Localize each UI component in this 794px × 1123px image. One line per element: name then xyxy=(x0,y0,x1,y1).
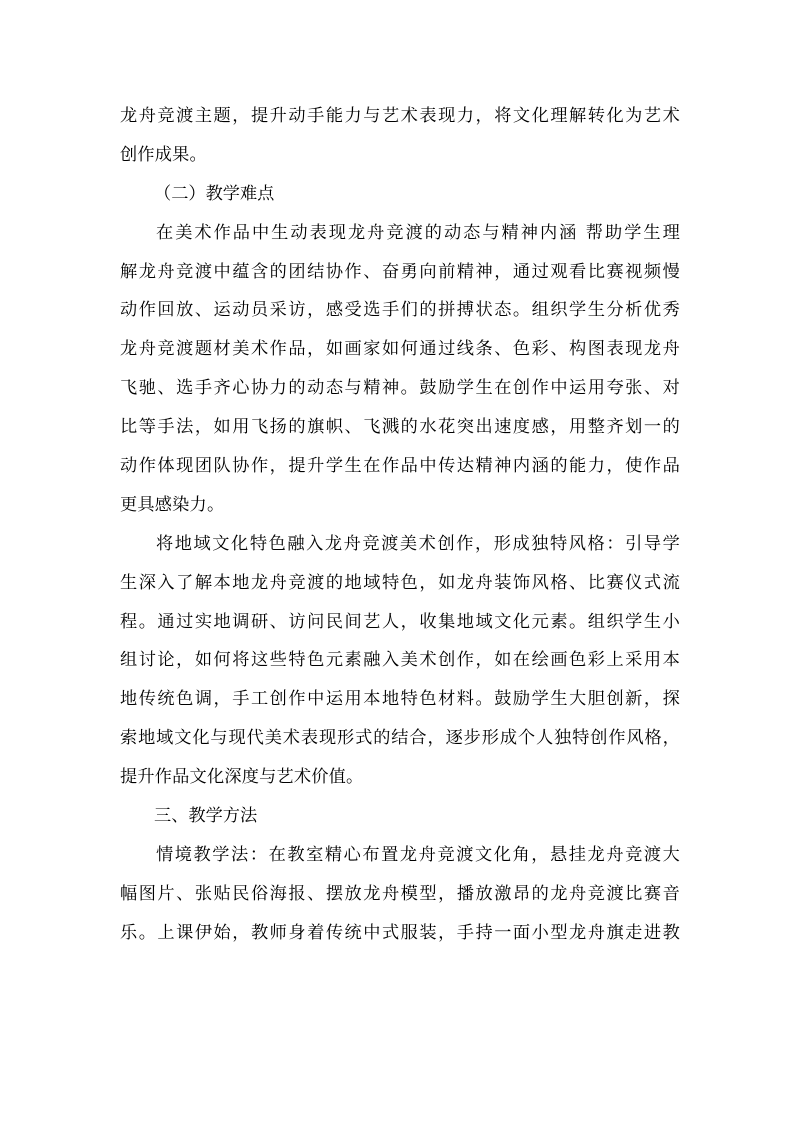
text-line: 生深入了解本地龙舟竞渡的地域特色，如龙舟装饰风格、比赛仪式流 xyxy=(120,572,680,593)
text-line: 在美术作品中生动表现龙舟竞渡的动态与精神内涵 帮助学生理 xyxy=(156,222,680,243)
section-heading-difficulty: （二）教学难点 xyxy=(154,183,275,204)
text-line: 动作回放、运动员采访，感受选手们的拼搏状态。组织学生分析优秀 xyxy=(120,300,680,321)
text-line: 组讨论，如何将这些特色元素融入美术创作，如在绘画色彩上采用本 xyxy=(120,650,680,671)
text-line: 程。通过实地调研、访问民间艺人，收集地域文化元素。组织学生小 xyxy=(120,611,680,632)
paragraph-difficulty-2 xyxy=(120,525,680,797)
text-line: 地传统色调，手工创作中运用本地特色材料。鼓励学生大胆创新，探 xyxy=(120,689,680,710)
section-heading-methods: 三、教学方法 xyxy=(154,806,258,827)
text-line: 动作体现团队协作，提升学生在作品中传达精神内涵的能力，使作品 xyxy=(120,456,680,477)
text-line: 索地域文化与现代美术表现形式的结合，逐步形成个人独特创作风格， xyxy=(120,728,680,749)
text-line: 解龙舟竞渡中蕴含的团结协作、奋勇向前精神，通过观看比赛视频慢 xyxy=(120,261,680,282)
text-line: 乐。上课伊始，教师身着传统中式服装，手持一面小型龙舟旗走进教 xyxy=(120,922,680,943)
paragraph-methods xyxy=(120,836,680,953)
text-line: 比等手法，如用飞扬的旗帜、飞溅的水花突出速度感，用整齐划一的 xyxy=(120,417,680,438)
text-line: 创作成果。 xyxy=(120,144,207,165)
text-line: 龙舟竞渡题材美术作品，如画家如何通过线条、色彩、构图表现龙舟 xyxy=(120,339,680,360)
text-line: 更具感染力。 xyxy=(120,494,225,515)
text-line: 幅图片、张贴民俗海报、摆放龙舟模型，播放激昂的龙舟竞渡比赛音 xyxy=(120,883,680,904)
text-line: 情境教学法：在教室精心布置龙舟竞渡文化角，悬挂龙舟竞渡大 xyxy=(156,844,680,865)
document-body xyxy=(120,97,680,953)
text-line: 提升作品文化深度与艺术价值。 xyxy=(120,767,364,788)
paragraph-difficulty-1 xyxy=(120,214,680,525)
text-line: 飞驰、选手齐心协力的动态与精神。鼓励学生在创作中运用夸张、对 xyxy=(120,378,680,399)
text-line: 将地域文化特色融入龙舟竞渡美术创作，形成独特风格：引导学 xyxy=(156,533,680,554)
text-line: 龙舟竞渡主题，提升动手能力与艺术表现力，将文化理解转化为艺术 xyxy=(120,106,680,126)
paragraph-continuation xyxy=(120,97,680,175)
